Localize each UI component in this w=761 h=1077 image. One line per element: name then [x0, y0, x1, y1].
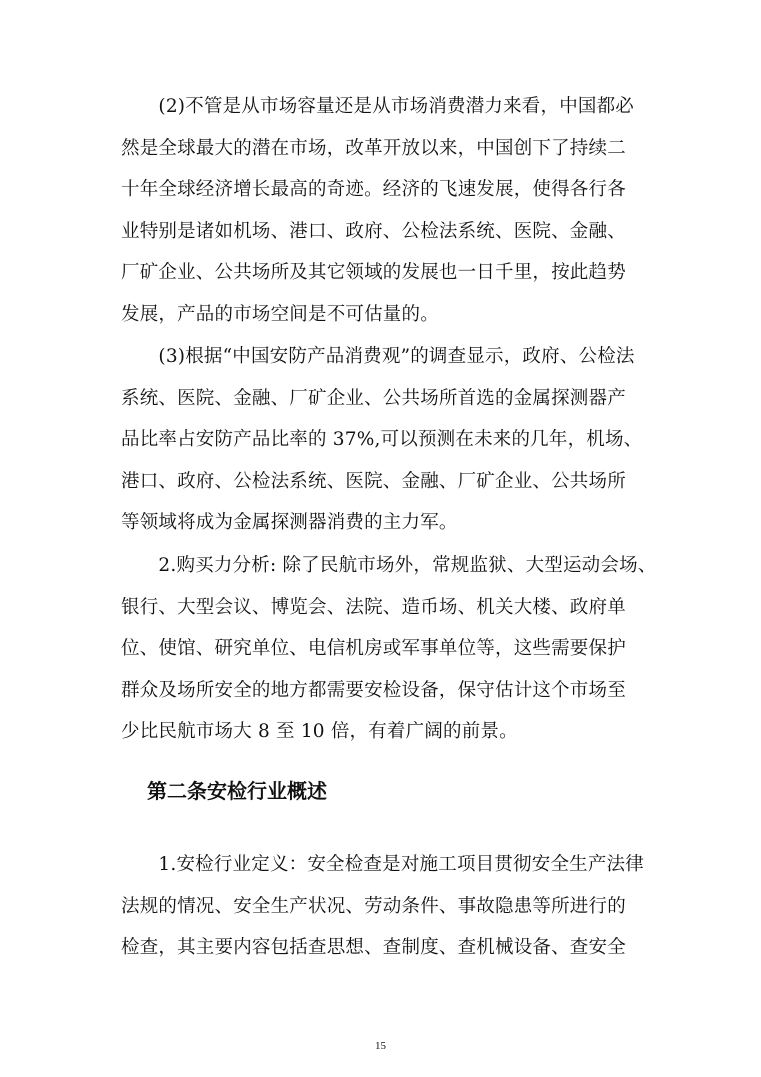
text-line: 厂矿企业、公共场所及其它领域的发展也一日千里，按此趋势: [121, 262, 626, 284]
text-line: 法规的情况、安全生产状况、劳动条件、事故隐患等所进行的: [121, 895, 626, 917]
text-line: 业特别是诸如机场、港口、政府、公检法系统、医院、金融、: [121, 220, 626, 242]
paragraph-survey: [121, 336, 661, 544]
text-line: 2.购买力分析: 除了民航市场外，常规监狱、大型运动会场、: [121, 555, 657, 576]
text-line: 位、使馆、研究单位、电信机房或军事单位等，这些需要保护: [121, 638, 626, 660]
text-line: 发展，产品的市场空间是不可估量的。: [121, 303, 439, 325]
text-line: (2)不管是从市场容量还是从市场消费潜力来看，中国都必: [121, 96, 635, 117]
text-line: (3)根据“中国安防产品消费观”的调查显示，政府、公检法: [121, 346, 635, 367]
paragraph-purchasing-power: [121, 545, 661, 753]
text-line: 少比民航市场大 8 至 10 倍，有着广阔的前景。: [121, 721, 518, 743]
paragraph-industry-definition: [121, 844, 661, 969]
text-line: 检查，其主要内容包括查思想、查制度、查机械设备、查安全: [121, 937, 626, 959]
text-line: 等领域将成为金属探测器消费的主力军。: [121, 512, 458, 534]
text-line: 系统、医院、金融、厂矿企业、公共场所首选的金属探测器产: [121, 387, 626, 409]
text-line: 银行、大型会议、博览会、法院、造币场、机关大楼、政府单: [121, 596, 626, 618]
paragraph-market-capacity: [121, 86, 661, 336]
page-number: 15: [375, 1040, 386, 1052]
text-line: 十年全球经济增长最高的奇迹。经济的飞速发展，使得各行各: [121, 179, 626, 201]
text-line: 港口、政府、公检法系统、医院、金融、厂矿企业、公共场所: [121, 470, 626, 492]
text-line: 然是全球最大的潜在市场，改革开放以来，中国创下了持续二: [121, 137, 626, 159]
section-heading: 第二条安检行业概述: [147, 779, 327, 803]
text-line: 群众及场所安全的地方都需要安检设备，保守估计这个市场至: [121, 679, 626, 701]
text-line: 品比率占安防产品比率的 37%,可以预测在未来的几年，机场、: [121, 429, 643, 451]
text-line: 1.安检行业定义：安全检查是对施工项目贯彻安全生产法律: [121, 854, 644, 875]
